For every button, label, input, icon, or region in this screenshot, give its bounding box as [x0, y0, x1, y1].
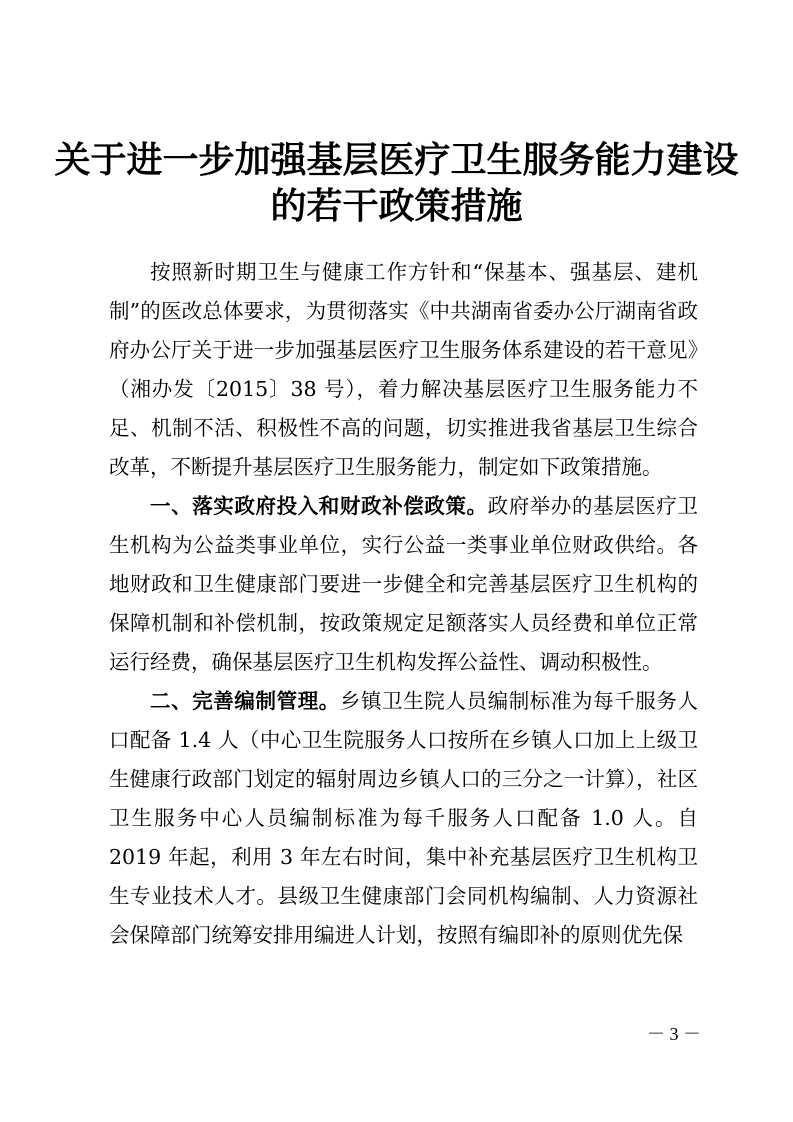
paragraph-section-1: [109, 487, 698, 682]
paragraph-text: 政府举办的基层医疗卫生机构为公益类事业单位，实行公益一类事业单位财政供给。各地财政和卫生健康部门要进一步健全和完善基层医疗卫生机构的保障机制和补偿机制，按政策规定足额落实人员经费和单位正常运行经费，确保基层医疗卫生机构发挥公益性、调动积极性。: [109, 494, 699, 674]
paragraph-text: 按照新时期卫生与健康工作方针和“保基本、强基层、建机制”的医改总体要求，为贯彻落实《中共湖南省委办公厅湖南省政府办公厅关于进一步加强基层医疗卫生服务体系建设的若干意见》（湘办发〔2015〕38 号），着力解决基层医疗卫生服务能力不足、机制不活、积极性不高的问题，切实推进我省基层卫生综合改革，不断提升基层医疗卫生服务能力，制定如下政策措施。: [109, 260, 698, 479]
section-heading: 二、完善编制管理。: [150, 689, 340, 713]
section-heading: 一、落实政府投入和财政补偿政策。: [150, 494, 488, 518]
paragraph-section-2: [109, 682, 698, 955]
paragraph-text: 乡镇卫生院人员编制标准为每千服务人口配备 1.4 人（中心卫生院服务人口按所在乡镇人口加上上级卫生健康行政部门划定的辐射周边乡镇人口的三分之一计算），社区卫生服务中心人员编制标准为每千服务人口配备 1.0 人。自 2019 年起，利用 3 年左右时间，集中补充基层医疗卫生机构卫生专业技术人才。县级卫生健康部门会同机构编制、人力资源社会保障部门统筹安排用编进人计划，按照有编即补的原则优先保: [109, 689, 699, 947]
document-body: [109, 253, 698, 955]
paragraph-intro: [109, 253, 698, 487]
document-title-line-1: 关于进一步加强基层医疗卫生服务能力建设: [54, 139, 739, 181]
document-title-line-2: 的若干政策措施: [270, 185, 523, 227]
page-number: － 3 －: [647, 1024, 701, 1044]
